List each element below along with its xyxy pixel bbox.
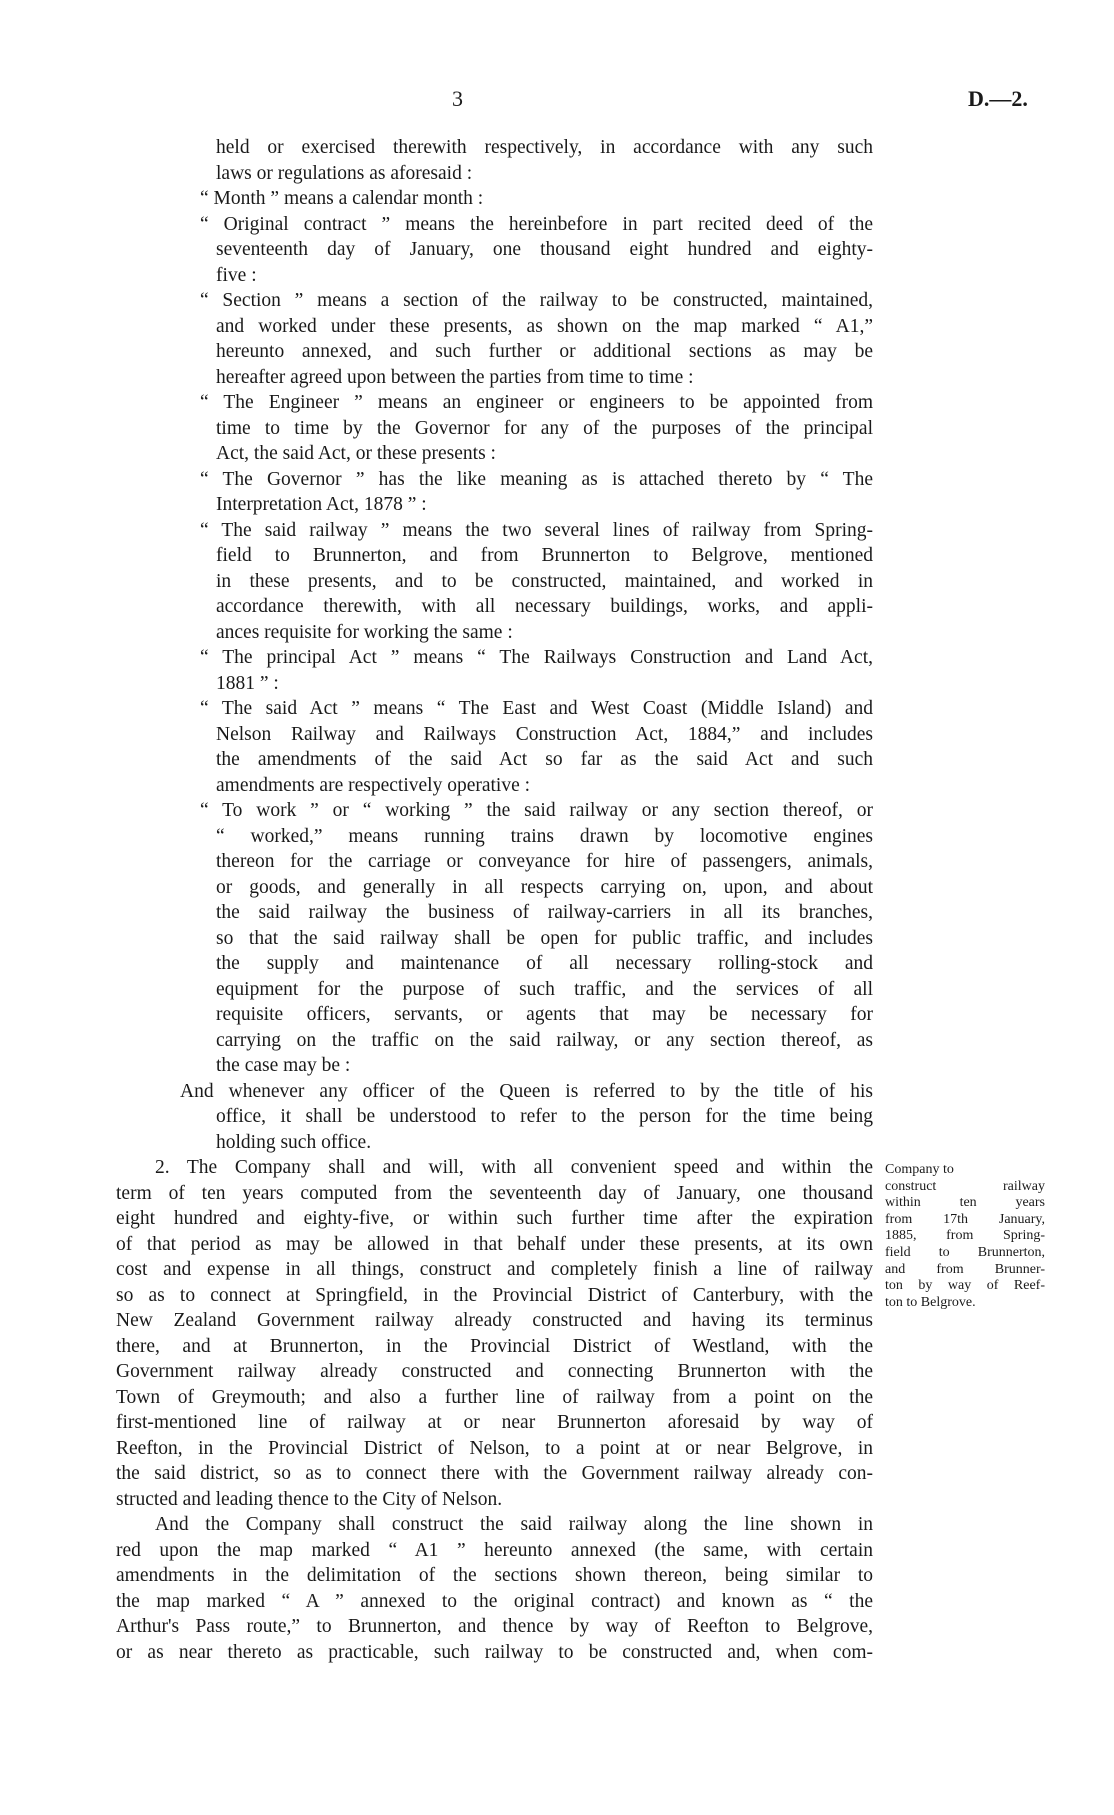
text-line: accordance therewith, with all necessary buildings, works, and appli- [216,596,873,617]
text-line: or goods, and generally in all respects carrying on, upon, and about [216,876,873,898]
text-line: 1881 ” : [216,672,279,694]
text-line: there, and at Brunnerton, in the Provincial District of Westland, with the [116,1335,873,1357]
text-line: 2. The Company shall and will, with all convenient speed and within the [155,1157,873,1178]
margin-note-line: from 17th January, [885,1211,1045,1227]
text-line: first-mentioned line of railway at or near Brunnerton aforesaid by way of [116,1412,873,1433]
text-line: so as to connect at Springfield, in the Provincial District of Canterbury, with the [116,1284,873,1306]
text-line: Reefton, in the Provincial District of Nelson, to a point at or near Belgrove, in [116,1437,873,1459]
text-line: “ Month ” means a calendar month : [200,188,484,209]
text-line: “ The principal Act ” means “ The Railways Construction and Land Act, [200,647,873,668]
text-line: term of ten years computed from the seventeenth day of January, one thousand [116,1182,873,1204]
text-line: seventeenth day of January, one thousand eight hundred and eighty- [216,239,873,260]
text-line: “ Section ” means a section of the railway to be constructed, maintained, [200,290,873,311]
text-line: hereunto annexed, and such further or additional sections as may be [216,341,873,362]
margin-note-line: and from Brunner- [885,1261,1045,1277]
text-line: structed and leading thence to the City of Nelson. [116,1488,503,1510]
document-reference: D.—2. [968,86,1028,111]
text-line: “ Original contract ” means the hereinbefore in part recited deed of the [200,213,873,235]
text-line: cost and expense in all things, construct and completely finish a line of railway [116,1259,873,1280]
text-line: office, it shall be understood to refer to the person for the time being [216,1106,873,1127]
text-line: holding such office. [216,1131,372,1153]
text-line: eight hundred and eighty-five, or within such further time after the expiration [116,1208,873,1229]
text-line: thereon for the carriage or conveyance for hire of passengers, animals, [216,851,873,872]
text-line: “ The Engineer ” means an engineer or engineers to be appointed from [200,392,873,413]
text-line: “ The Governor ” has the like meaning as is attached thereto by “ The [200,468,873,490]
text-line: of that period as may be allowed in that behalf under these presents, at its own [116,1233,873,1255]
text-line: equipment for the purpose of such traffic, and the services of all [216,978,873,1000]
text-line: the said district, so as to connect there with the Government railway already con- [116,1463,873,1484]
margin-note-line: within ten years [885,1195,1045,1211]
text-line: requisite officers, servants, or agents that may be necessary for [216,1004,873,1025]
text-line: held or exercised therewith respectively, in accordance with any such [216,137,873,158]
text-line: “ worked,” means running trains drawn by locomotive engines [216,825,873,847]
text-line: And the Company shall construct the said railway along the line shown in [155,1514,873,1535]
text-line: so that the said railway shall be open for public traffic, and includes [216,927,873,949]
text-line: and worked under these presents, as shown on the map marked “ A1,” [216,315,873,337]
text-line: “ The said railway ” means the two several lines of railway from Spring- [200,519,873,541]
text-line: laws or regulations as aforesaid : [216,162,473,184]
text-line: New Zealand Government railway already constructed and having its terminus [116,1310,873,1331]
text-line: the amendments of the said Act so far as the said Act and such [216,749,873,770]
text-line: “ To work ” or “ working ” the said railway or any section thereof, or [200,800,873,821]
text-line: Town of Greymouth; and also a further line of railway from a point on the [116,1386,873,1408]
text-line: amendments in the delimitation of the sections shown thereon, being similar to [116,1565,873,1586]
text-line: field to Brunnerton, and from Brunnerton to Belgrove, mentioned [216,545,873,566]
text-line: in these presents, and to be constructed, maintained, and worked in [216,570,873,592]
margin-note-line: field to Brunnerton, [885,1244,1045,1260]
text-line: time to time by the Governor for any of the purposes of the principal [216,417,873,439]
text-line: the supply and maintenance of all necessary rolling-stock and [216,953,873,974]
text-line: Nelson Railway and Railways Construction Act, 1884,” and includes [216,723,873,745]
margin-note-line: Company to [885,1162,954,1177]
text-line: “ The said Act ” means “ The East and West Coast (Middle Island) and [200,698,873,719]
text-line: carrying on the traffic on the said railway, or any section thereof, as [216,1029,873,1051]
margin-note-line: 1885, from Spring- [885,1228,1045,1244]
margin-note-line: construct railway [885,1178,1045,1194]
text-line: Arthur's Pass route,” to Brunnerton, and thence by way of Reefton to Belgrove, [116,1616,873,1637]
text-line: And whenever any officer of the Queen is referred to by the title of his [180,1080,873,1102]
text-line: red upon the map marked “ A1 ” hereunto annexed (the same, with certain [116,1539,873,1561]
page-number: 3 [452,86,463,111]
text-line: five : [216,264,257,286]
text-line: ances requisite for working the same : [216,621,513,643]
margin-note [885,1162,1045,1311]
margin-note-line: ton to Belgrove. [885,1294,976,1310]
text-line: the case may be : [216,1055,351,1076]
text-line: Interpretation Act, 1878 ” : [216,494,427,515]
text-line: or as near thereto as practicable, such railway to be constructed and, when com- [116,1641,873,1663]
text-line: Act, the said Act, or these presents : [216,443,496,464]
margin-note-line: ton by way of Reef- [885,1278,1045,1294]
text-line: Government railway already constructed and connecting Brunnerton with the [116,1361,873,1382]
text-line: hereafter agreed upon between the parties from time to time : [216,366,694,388]
text-line: amendments are respectively operative : [216,774,531,796]
text-line: the map marked “ A ” annexed to the original contract) and known as “ the [116,1590,873,1612]
text-line: the said railway the business of railway-carriers in all its branches, [216,902,873,923]
